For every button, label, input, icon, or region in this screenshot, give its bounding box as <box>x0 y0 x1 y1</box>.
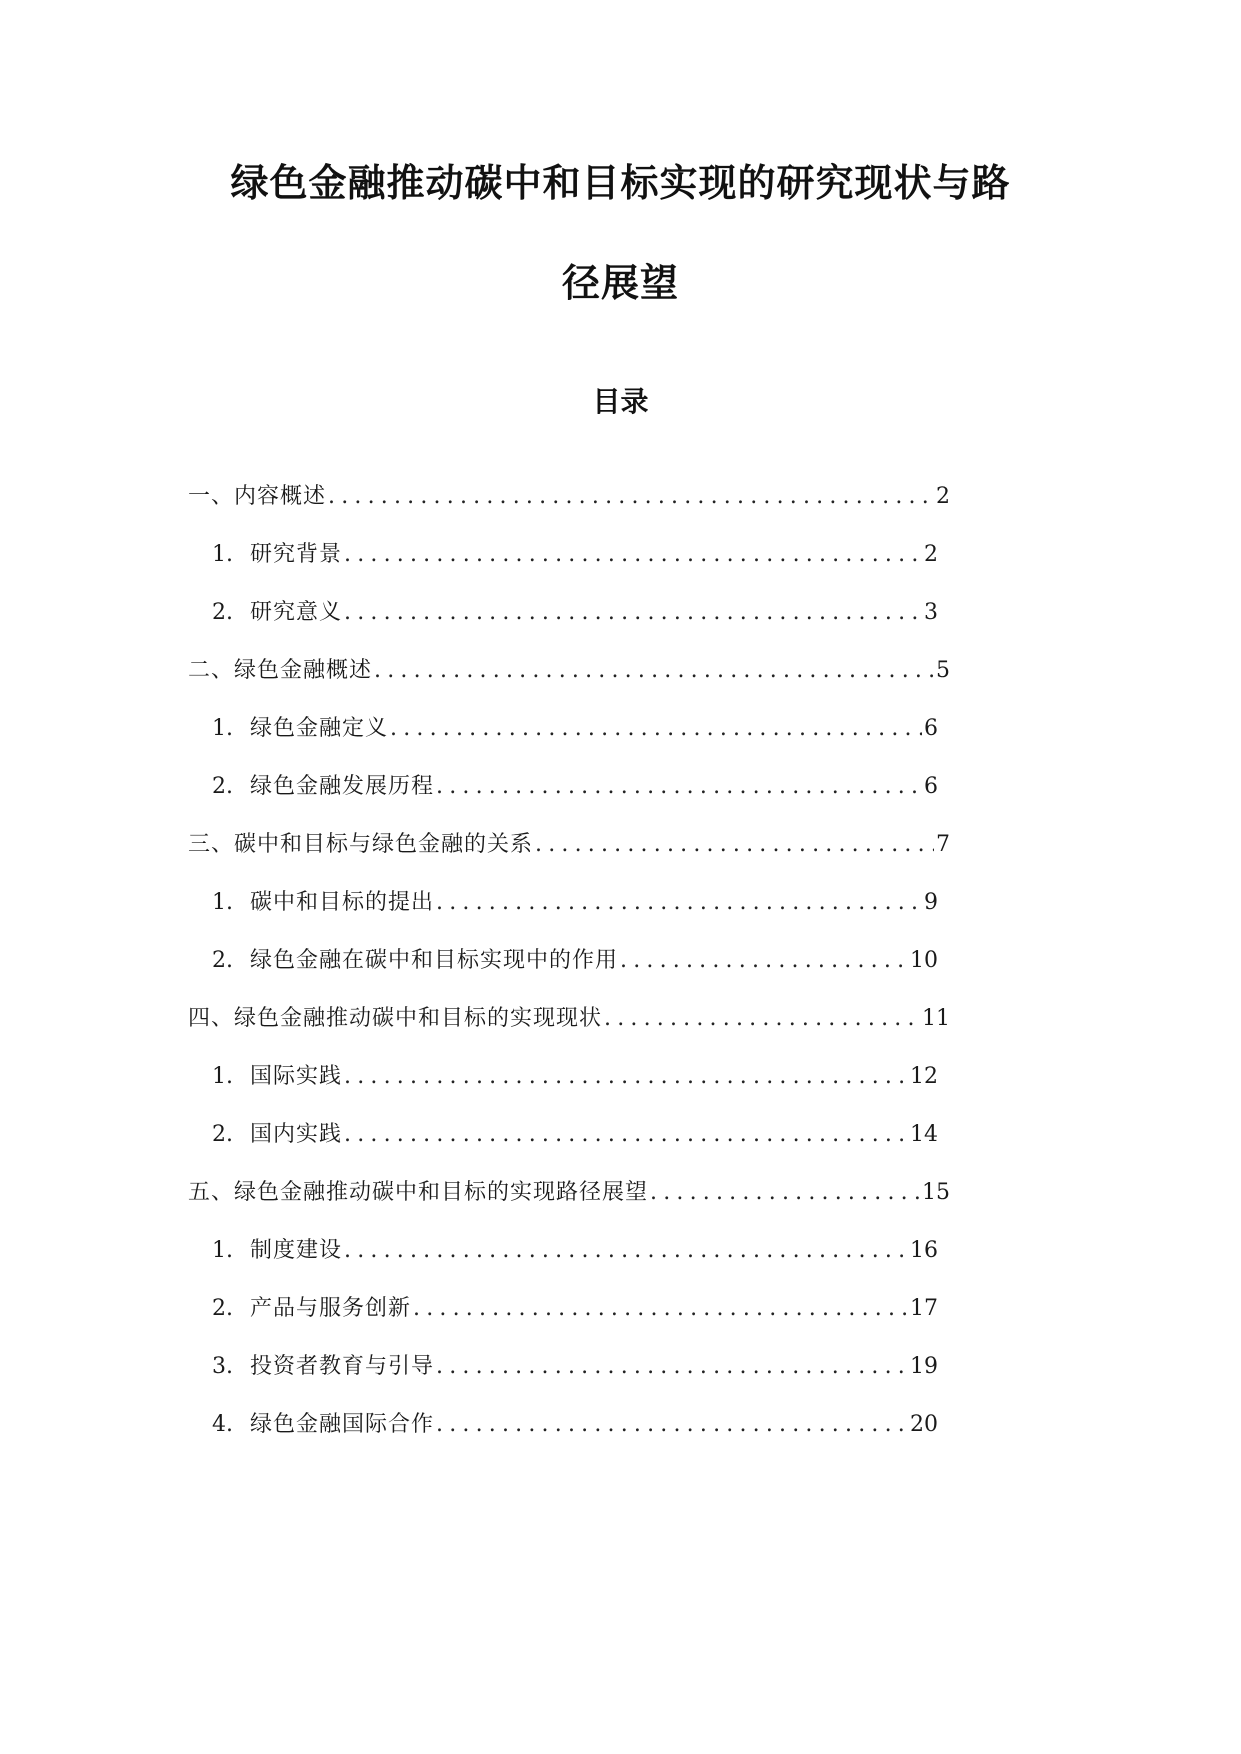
toc-entry[interactable] <box>188 828 950 862</box>
toc-entry-title: 国内实践 <box>250 1122 343 1147</box>
toc-leader-dots <box>436 886 922 920</box>
toc-leader-dots <box>328 480 934 514</box>
toc-entry[interactable] <box>212 944 938 978</box>
toc-heading: 目录 <box>592 385 649 418</box>
toc-entry-number: 2. <box>212 774 233 799</box>
toc-entry[interactable] <box>212 886 938 920</box>
toc-leader-dots <box>344 1234 908 1268</box>
toc-entry[interactable] <box>188 480 950 514</box>
toc-leader-dots <box>390 712 922 746</box>
toc-page-number: 2 <box>936 484 950 509</box>
toc-entry-title: 绿色金融发展历程 <box>250 774 435 799</box>
toc-entry-title: 产品与服务创新 <box>250 1296 412 1321</box>
toc-page-number: 20 <box>910 1412 938 1437</box>
toc-page-number: 6 <box>924 716 938 741</box>
toc-leader-dots <box>344 1118 908 1152</box>
toc-leader-dots <box>436 770 922 804</box>
toc-entry-number: 4. <box>212 1412 233 1437</box>
toc-entry[interactable] <box>188 1002 950 1036</box>
toc-entry[interactable] <box>212 1234 938 1268</box>
toc-entry-title: 制度建设 <box>250 1238 343 1263</box>
toc-page-number: 17 <box>910 1296 938 1321</box>
toc-entry-number: 2. <box>212 1122 233 1147</box>
toc-entry[interactable] <box>212 1118 938 1152</box>
toc-entry-title: 绿色金融定义 <box>250 716 389 741</box>
document-title-line-1: 绿色金融推动碳中和目标实现的研究现状与路 <box>230 161 1011 205</box>
toc-page-number: 10 <box>910 948 938 973</box>
toc-leader-dots <box>374 654 934 688</box>
toc-leader-dots <box>436 1408 908 1442</box>
toc-page-number: 2 <box>924 542 938 567</box>
toc-entry-title: 三、碳中和目标与绿色金融的关系 <box>188 832 534 857</box>
toc-page-number: 15 <box>922 1180 950 1205</box>
toc-leader-dots <box>604 1002 920 1036</box>
toc-entry-title: 投资者教育与引导 <box>250 1354 435 1379</box>
toc-entry[interactable] <box>212 596 938 630</box>
toc-leader-dots <box>413 1292 908 1326</box>
toc-entry-number: 2. <box>212 948 233 973</box>
toc-page-number: 11 <box>922 1006 950 1031</box>
toc-leader-dots <box>620 944 908 978</box>
toc-page-number: 14 <box>910 1122 938 1147</box>
toc-entry[interactable] <box>188 1176 950 1210</box>
toc-page-number: 16 <box>910 1238 938 1263</box>
toc-leader-dots <box>344 1060 908 1094</box>
toc-entry-title: 国际实践 <box>250 1064 343 1089</box>
toc-page-number: 5 <box>936 658 950 683</box>
toc-entry[interactable] <box>212 1060 938 1094</box>
toc-entry-number: 1. <box>212 1238 233 1263</box>
toc-entry-title: 研究意义 <box>250 600 343 625</box>
toc-page-number: 12 <box>910 1064 938 1089</box>
toc-entry-title: 二、绿色金融概述 <box>188 658 373 683</box>
toc-leader-dots <box>344 538 922 572</box>
toc-entry-title: 五、绿色金融推动碳中和目标的实现路径展望 <box>188 1180 649 1205</box>
toc-page-number: 3 <box>924 600 938 625</box>
toc-entry-number: 2. <box>212 1296 233 1321</box>
toc-entry-number: 1. <box>212 716 233 741</box>
toc-page-number: 9 <box>924 890 938 915</box>
toc-entry-number: 2. <box>212 600 233 625</box>
toc-leader-dots <box>436 1350 908 1384</box>
toc-entry-number: 3. <box>212 1354 233 1379</box>
toc-entry-title: 绿色金融国际合作 <box>250 1412 435 1437</box>
toc-entry[interactable] <box>188 654 950 688</box>
toc-entry-title: 碳中和目标的提出 <box>250 890 435 915</box>
toc-page-number: 19 <box>910 1354 938 1379</box>
toc-entry[interactable] <box>212 1292 938 1326</box>
toc-page-number: 6 <box>924 774 938 799</box>
toc-entry[interactable] <box>212 1350 938 1384</box>
toc-entry-number: 1. <box>212 1064 233 1089</box>
toc-leader-dots <box>650 1176 920 1210</box>
toc-entry[interactable] <box>212 712 938 746</box>
toc-page-number: 7 <box>936 832 950 857</box>
document-title-line-2: 径展望 <box>561 261 679 305</box>
toc-entry-number: 1. <box>212 542 233 567</box>
toc-entry-number: 1. <box>212 890 233 915</box>
toc-entry-title: 四、绿色金融推动碳中和目标的实现现状 <box>188 1006 603 1031</box>
toc-entry[interactable] <box>212 1408 938 1442</box>
toc-leader-dots <box>344 596 922 630</box>
toc-entry[interactable] <box>212 770 938 804</box>
toc-leader-dots <box>535 828 934 862</box>
toc-entry[interactable] <box>212 538 938 572</box>
toc-entry-title: 一、内容概述 <box>188 484 327 509</box>
toc-entry-title: 绿色金融在碳中和目标实现中的作用 <box>250 948 619 973</box>
toc-entry-title: 研究背景 <box>250 542 343 567</box>
